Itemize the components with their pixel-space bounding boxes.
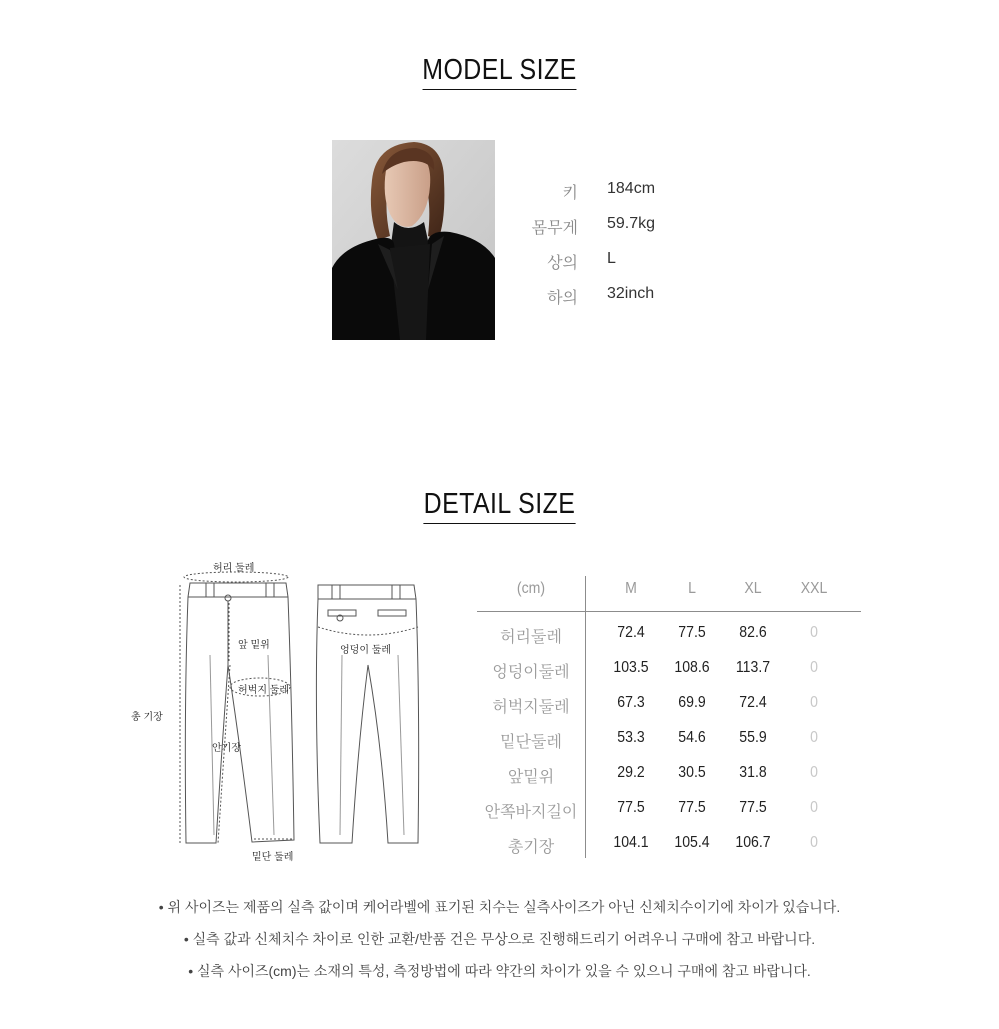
table-cell: 53.3 [617, 729, 645, 746]
table-header-xxl: XXL [800, 580, 828, 597]
diagram-label-hem: 밑단 둘레 [252, 852, 294, 863]
table-row-label: 허리둘레 [500, 629, 562, 646]
model-spec-top [500, 250, 700, 274]
table-cell: 0 [810, 834, 818, 851]
spec-label: 몸무게 [531, 220, 578, 237]
table-header-l: L [688, 580, 696, 597]
table-cell: 0 [810, 729, 818, 746]
diagram-label-waist: 허리 둘레 [213, 563, 255, 574]
table-cell: 103.5 [613, 659, 649, 676]
size-note-3: • 실측 사이즈(cm)는 소재의 특성, 측정방법에 따라 약간의 차이가 있을 수 있으니 구매에 참고 바랍니다. [188, 963, 811, 979]
diagram-label-hip: 엉덩이 둘레 [340, 645, 392, 656]
model-photo [332, 140, 495, 340]
spec-label: 상의 [547, 255, 578, 272]
table-header-m: M [625, 580, 637, 597]
diagram-label-thigh: 허벅지 둘레 [238, 685, 290, 696]
table-cell: 72.4 [617, 624, 645, 641]
size-table [477, 572, 861, 862]
table-cell: 0 [810, 659, 818, 676]
table-cell: 0 [810, 694, 818, 711]
table-row-label: 총기장 [507, 839, 555, 856]
spec-value: 32inch [607, 285, 655, 302]
size-note-2: • 실측 값과 신체치수 차이로 인한 교환/반품 건은 무상으로 진행해드리기 어려우니 구매에 참고 바랍니다. [183, 931, 816, 947]
model-spec-bottom [500, 285, 700, 309]
spec-value: 59.7kg [607, 215, 656, 232]
pants-illustration [128, 555, 428, 870]
detail-size-title: DETAIL SIZE [70, 486, 929, 524]
table-row-label: 안쪽바지길이 [484, 804, 578, 821]
table-cell: 104.1 [613, 834, 649, 851]
table-row-label: 밑단둘레 [500, 734, 562, 751]
table-header-divider [477, 611, 861, 612]
diagram-label-front-rise: 앞 밑위 [238, 640, 270, 651]
table-cell: 29.2 [617, 764, 645, 781]
table-unit-header: (cm) [516, 580, 546, 597]
diagram-label-inseam: 안기장 [212, 743, 241, 754]
table-row-label: 엉덩이둘레 [492, 664, 570, 681]
table-cell: 31.8 [739, 764, 767, 781]
table-cell: 77.5 [678, 624, 706, 641]
spec-value: L [607, 250, 616, 267]
table-row-label: 앞밑위 [507, 769, 555, 786]
table-row-label: 허벅지둘레 [492, 699, 570, 716]
table-header-xl: XL [744, 580, 762, 597]
table-cell: 0 [810, 764, 818, 781]
table-column-divider [585, 576, 586, 858]
table-cell: 77.5 [617, 799, 645, 816]
table-cell: 77.5 [678, 799, 706, 816]
table-cell: 67.3 [617, 694, 645, 711]
diagram-label-total-length: 총 기장 [131, 712, 163, 723]
table-cell: 54.6 [678, 729, 706, 746]
table-cell: 0 [810, 624, 818, 641]
table-cell: 105.4 [674, 834, 710, 851]
model-spec-height [500, 180, 700, 204]
spec-value: 184cm [607, 180, 656, 197]
spec-label: 하의 [547, 290, 578, 307]
table-cell: 106.7 [735, 834, 771, 851]
table-cell: 55.9 [739, 729, 767, 746]
pants-measurement-diagram [128, 555, 428, 870]
table-cell: 108.6 [674, 659, 710, 676]
table-cell: 113.7 [735, 659, 771, 676]
model-spec-weight [500, 215, 700, 239]
table-cell: 72.4 [739, 694, 767, 711]
table-cell: 69.9 [678, 694, 706, 711]
table-cell: 82.6 [739, 624, 767, 641]
model-size-title: MODEL SIZE [70, 52, 929, 90]
spec-label: 키 [562, 185, 578, 202]
size-note-1: • 위 사이즈는 제품의 실측 값이며 케어라벨에 표기된 치수는 실측사이즈가 아닌 신체치수이기에 차이가 있습니다. [158, 899, 841, 915]
table-cell: 77.5 [739, 799, 767, 816]
table-cell: 30.5 [678, 764, 706, 781]
table-cell: 0 [810, 799, 818, 816]
